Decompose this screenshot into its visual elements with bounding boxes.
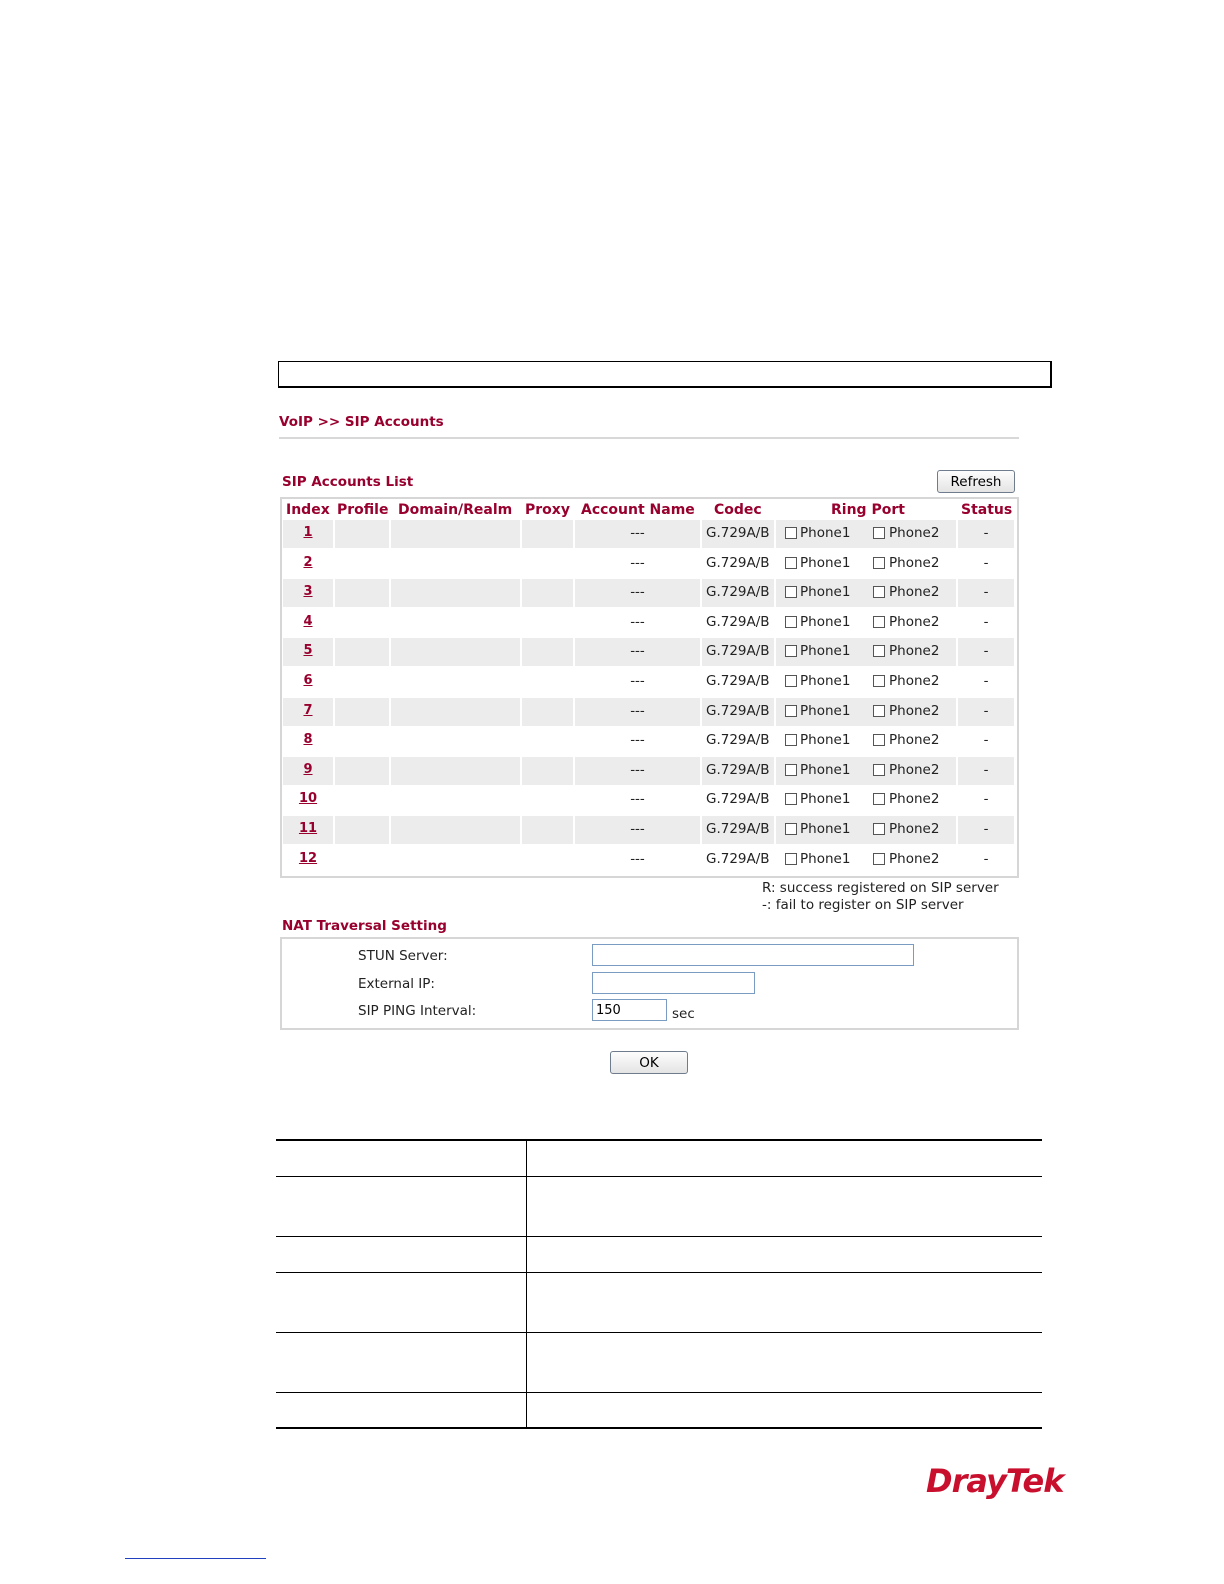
phone2-checkbox[interactable] <box>873 853 885 865</box>
index-link[interactable]: 11 <box>298 821 318 836</box>
ring-port-cell <box>776 846 956 874</box>
sip-ping-unit: sec <box>672 1006 695 1022</box>
breadcrumb-divider <box>279 437 1019 439</box>
account-name-cell <box>575 846 700 874</box>
proxy-cell <box>522 846 573 874</box>
codec-text: G.729A/B <box>706 673 770 689</box>
phone2-label: Phone2 <box>889 673 940 689</box>
account-name-text: --- <box>630 555 645 571</box>
phone2-checkbox[interactable] <box>873 645 885 657</box>
ring-port-cell <box>776 609 956 637</box>
phone2-label: Phone2 <box>889 555 940 571</box>
account-name-cell <box>575 609 700 637</box>
proxy-cell <box>522 550 573 578</box>
index-link[interactable]: 7 <box>303 703 313 718</box>
nat-traversal-title: NAT Traversal Setting <box>282 918 447 934</box>
status-cell <box>958 816 1014 844</box>
domain-cell <box>391 550 520 578</box>
index-cell <box>283 579 333 607</box>
codec-cell <box>702 757 774 785</box>
draytek-logo: DrayTek <box>926 1462 1064 1500</box>
account-name-text: --- <box>630 643 645 659</box>
phone2-checkbox[interactable] <box>873 764 885 776</box>
profile-cell <box>335 816 389 844</box>
account-name-text: --- <box>630 821 645 837</box>
account-name-cell <box>575 727 700 755</box>
phone2-label: Phone2 <box>889 791 940 807</box>
proxy-cell <box>522 757 573 785</box>
proxy-cell <box>522 816 573 844</box>
proxy-cell <box>522 727 573 755</box>
top-caption-box <box>278 361 1052 388</box>
desc-table-divider-4 <box>276 1332 1042 1333</box>
index-link[interactable]: 3 <box>303 584 313 599</box>
col-header-profile: Profile <box>337 502 389 518</box>
codec-text: G.729A/B <box>706 643 770 659</box>
ring-port-cell <box>776 520 956 548</box>
phone2-checkbox[interactable] <box>873 675 885 687</box>
phone2-checkbox[interactable] <box>873 527 885 539</box>
status-text: - <box>983 821 989 837</box>
phone1-label: Phone1 <box>800 762 851 778</box>
phone1-checkbox[interactable] <box>785 616 797 628</box>
col-header-codec: Codec <box>714 502 762 518</box>
index-cell <box>283 550 333 578</box>
phone1-checkbox[interactable] <box>785 823 797 835</box>
col-header-proxy: Proxy <box>525 502 570 518</box>
codec-cell <box>702 846 774 874</box>
phone2-checkbox[interactable] <box>873 557 885 569</box>
status-cell <box>958 698 1014 726</box>
desc-table-divider-1 <box>276 1176 1042 1177</box>
phone1-label: Phone1 <box>800 584 851 600</box>
codec-cell <box>702 816 774 844</box>
account-name-text: --- <box>630 791 645 807</box>
phone1-label: Phone1 <box>800 732 851 748</box>
desc-table-divider-2 <box>276 1236 1042 1237</box>
profile-cell <box>335 638 389 666</box>
sip-ping-interval-label: SIP PING Interval: <box>358 1003 477 1019</box>
phone2-label: Phone2 <box>889 703 940 719</box>
phone1-checkbox[interactable] <box>785 734 797 746</box>
status-cell <box>958 550 1014 578</box>
codec-cell <box>702 638 774 666</box>
phone2-checkbox[interactable] <box>873 586 885 598</box>
domain-cell <box>391 816 520 844</box>
account-name-cell <box>575 550 700 578</box>
codec-cell <box>702 698 774 726</box>
phone2-label: Phone2 <box>889 762 940 778</box>
domain-cell <box>391 698 520 726</box>
col-header-account-name: Account Name <box>581 502 695 518</box>
desc-table-bottom-border <box>276 1427 1042 1429</box>
phone1-checkbox[interactable] <box>785 675 797 687</box>
codec-text: G.729A/B <box>706 821 770 837</box>
phone2-checkbox[interactable] <box>873 734 885 746</box>
index-link[interactable]: 5 <box>303 643 313 658</box>
refresh-button[interactable]: Refresh <box>937 470 1015 493</box>
ring-port-cell <box>776 550 956 578</box>
codec-text: G.729A/B <box>706 762 770 778</box>
table-row <box>283 550 1014 578</box>
phone2-label: Phone2 <box>889 525 940 541</box>
proxy-cell <box>522 786 573 814</box>
ok-button[interactable]: OK <box>610 1051 688 1074</box>
phone1-label: Phone1 <box>800 851 851 867</box>
phone2-label: Phone2 <box>889 584 940 600</box>
index-cell <box>283 727 333 755</box>
table-row <box>283 520 1014 548</box>
codec-cell <box>702 786 774 814</box>
index-cell <box>283 609 333 637</box>
account-name-text: --- <box>630 703 645 719</box>
index-link[interactable]: 8 <box>303 732 313 747</box>
phone2-label: Phone2 <box>889 732 940 748</box>
profile-cell <box>335 609 389 637</box>
phone1-checkbox[interactable] <box>785 586 797 598</box>
status-text: - <box>983 791 989 807</box>
index-cell <box>283 638 333 666</box>
table-row <box>283 638 1014 666</box>
account-name-text: --- <box>630 851 645 867</box>
profile-cell <box>335 579 389 607</box>
account-name-cell <box>575 668 700 696</box>
account-name-text: --- <box>630 673 645 689</box>
ring-port-cell <box>776 638 956 666</box>
phone2-checkbox[interactable] <box>873 616 885 628</box>
profile-cell <box>335 846 389 874</box>
account-name-cell <box>575 698 700 726</box>
status-text: - <box>983 555 989 571</box>
account-name-cell <box>575 579 700 607</box>
index-link[interactable]: 1 <box>303 525 313 540</box>
status-cell <box>958 579 1014 607</box>
phone1-label: Phone1 <box>800 673 851 689</box>
col-header-index: Index <box>286 502 330 518</box>
phone1-checkbox[interactable] <box>785 557 797 569</box>
index-link[interactable]: 12 <box>298 851 318 866</box>
external-ip-label: External IP: <box>358 976 435 992</box>
status-text: - <box>983 525 989 541</box>
ring-port-cell <box>776 579 956 607</box>
account-name-text: --- <box>630 584 645 600</box>
footer-link-line <box>125 1558 266 1559</box>
account-name-text: --- <box>630 732 645 748</box>
status-text: - <box>983 614 989 630</box>
index-cell <box>283 520 333 548</box>
table-row <box>283 786 1014 814</box>
codec-text: G.729A/B <box>706 584 770 600</box>
codec-text: G.729A/B <box>706 703 770 719</box>
phone1-label: Phone1 <box>800 525 851 541</box>
table-row <box>283 757 1014 785</box>
index-cell <box>283 846 333 874</box>
table-row <box>283 846 1014 874</box>
codec-text: G.729A/B <box>706 555 770 571</box>
codec-text: G.729A/B <box>706 851 770 867</box>
proxy-cell <box>522 520 573 548</box>
phone1-checkbox[interactable] <box>785 793 797 805</box>
status-text: - <box>983 732 989 748</box>
index-cell <box>283 668 333 696</box>
domain-cell <box>391 786 520 814</box>
status-cell <box>958 520 1014 548</box>
table-row <box>283 579 1014 607</box>
table-row <box>283 698 1014 726</box>
phone1-checkbox[interactable] <box>785 527 797 539</box>
phone1-checkbox[interactable] <box>785 645 797 657</box>
status-cell <box>958 609 1014 637</box>
stun-server-label: STUN Server: <box>358 948 448 964</box>
status-cell <box>958 786 1014 814</box>
desc-table-column-divider <box>526 1140 527 1428</box>
phone2-checkbox[interactable] <box>873 823 885 835</box>
col-header-status: Status <box>961 502 1013 518</box>
proxy-cell <box>522 698 573 726</box>
ring-port-cell <box>776 727 956 755</box>
proxy-cell <box>522 579 573 607</box>
status-text: - <box>983 703 989 719</box>
phone1-checkbox[interactable] <box>785 705 797 717</box>
index-link[interactable]: 6 <box>303 673 313 688</box>
codec-text: G.729A/B <box>706 732 770 748</box>
codec-cell <box>702 579 774 607</box>
table-row <box>283 727 1014 755</box>
status-cell <box>958 668 1014 696</box>
external-ip-input[interactable] <box>592 972 755 994</box>
index-link[interactable]: 4 <box>303 614 313 629</box>
phone2-label: Phone2 <box>889 643 940 659</box>
col-header-ring-port: Ring Port <box>831 502 905 518</box>
codec-cell <box>702 668 774 696</box>
status-cell <box>958 846 1014 874</box>
status-text: - <box>983 673 989 689</box>
phone1-checkbox[interactable] <box>785 853 797 865</box>
domain-cell <box>391 668 520 696</box>
status-text: - <box>983 762 989 778</box>
ring-port-cell <box>776 786 956 814</box>
index-link[interactable]: 2 <box>303 555 313 570</box>
ring-port-cell <box>776 698 956 726</box>
phone1-label: Phone1 <box>800 821 851 837</box>
desc-table-divider-5 <box>276 1392 1042 1393</box>
phone2-checkbox[interactable] <box>873 793 885 805</box>
status-cell <box>958 638 1014 666</box>
account-name-cell <box>575 816 700 844</box>
domain-cell <box>391 757 520 785</box>
profile-cell <box>335 727 389 755</box>
index-cell <box>283 698 333 726</box>
index-cell <box>283 786 333 814</box>
index-cell <box>283 757 333 785</box>
codec-text: G.729A/B <box>706 614 770 630</box>
profile-cell <box>335 520 389 548</box>
proxy-cell <box>522 609 573 637</box>
index-link[interactable]: 10 <box>298 791 318 806</box>
status-text: - <box>983 584 989 600</box>
account-name-cell <box>575 786 700 814</box>
phone1-label: Phone1 <box>800 703 851 719</box>
phone2-checkbox[interactable] <box>873 705 885 717</box>
desc-table-top-border <box>276 1139 1042 1141</box>
phone1-label: Phone1 <box>800 791 851 807</box>
proxy-cell <box>522 638 573 666</box>
profile-cell <box>335 698 389 726</box>
domain-cell <box>391 579 520 607</box>
codec-cell <box>702 550 774 578</box>
phone2-label: Phone2 <box>889 821 940 837</box>
profile-cell <box>335 786 389 814</box>
stun-server-input[interactable] <box>592 944 914 966</box>
col-header-domain-realm: Domain/Realm <box>398 502 513 518</box>
table-row <box>283 609 1014 637</box>
table-row <box>283 816 1014 844</box>
profile-cell <box>335 550 389 578</box>
domain-cell <box>391 609 520 637</box>
account-name-text: --- <box>630 525 645 541</box>
account-name-cell <box>575 638 700 666</box>
proxy-cell <box>522 668 573 696</box>
domain-cell <box>391 638 520 666</box>
phone1-label: Phone1 <box>800 614 851 630</box>
legend-registered: R: success registered on SIP server <box>762 880 999 896</box>
ring-port-cell <box>776 668 956 696</box>
ring-port-cell <box>776 757 956 785</box>
ring-port-cell <box>776 816 956 844</box>
codec-cell <box>702 520 774 548</box>
table-row <box>283 668 1014 696</box>
desc-table-divider-3 <box>276 1272 1042 1273</box>
status-text: - <box>983 643 989 659</box>
index-cell <box>283 816 333 844</box>
phone1-checkbox[interactable] <box>785 764 797 776</box>
account-name-cell <box>575 520 700 548</box>
phone2-label: Phone2 <box>889 851 940 867</box>
phone1-label: Phone1 <box>800 643 851 659</box>
account-name-cell <box>575 757 700 785</box>
profile-cell <box>335 757 389 785</box>
phone1-label: Phone1 <box>800 555 851 571</box>
domain-cell <box>391 727 520 755</box>
phone2-label: Phone2 <box>889 614 940 630</box>
codec-cell <box>702 609 774 637</box>
status-cell <box>958 727 1014 755</box>
status-cell <box>958 757 1014 785</box>
profile-cell <box>335 668 389 696</box>
status-text: - <box>983 851 989 867</box>
domain-cell <box>391 520 520 548</box>
sip-accounts-list-title: SIP Accounts List <box>282 474 414 490</box>
account-name-text: --- <box>630 614 645 630</box>
account-name-text: --- <box>630 762 645 778</box>
codec-text: G.729A/B <box>706 525 770 541</box>
domain-cell <box>391 846 520 874</box>
sip-ping-interval-input[interactable] <box>592 999 667 1021</box>
codec-cell <box>702 727 774 755</box>
legend-failed: -: fail to register on SIP server <box>762 897 964 913</box>
codec-text: G.729A/B <box>706 791 770 807</box>
breadcrumb: VoIP >> SIP Accounts <box>279 414 444 430</box>
index-link[interactable]: 9 <box>303 762 313 777</box>
